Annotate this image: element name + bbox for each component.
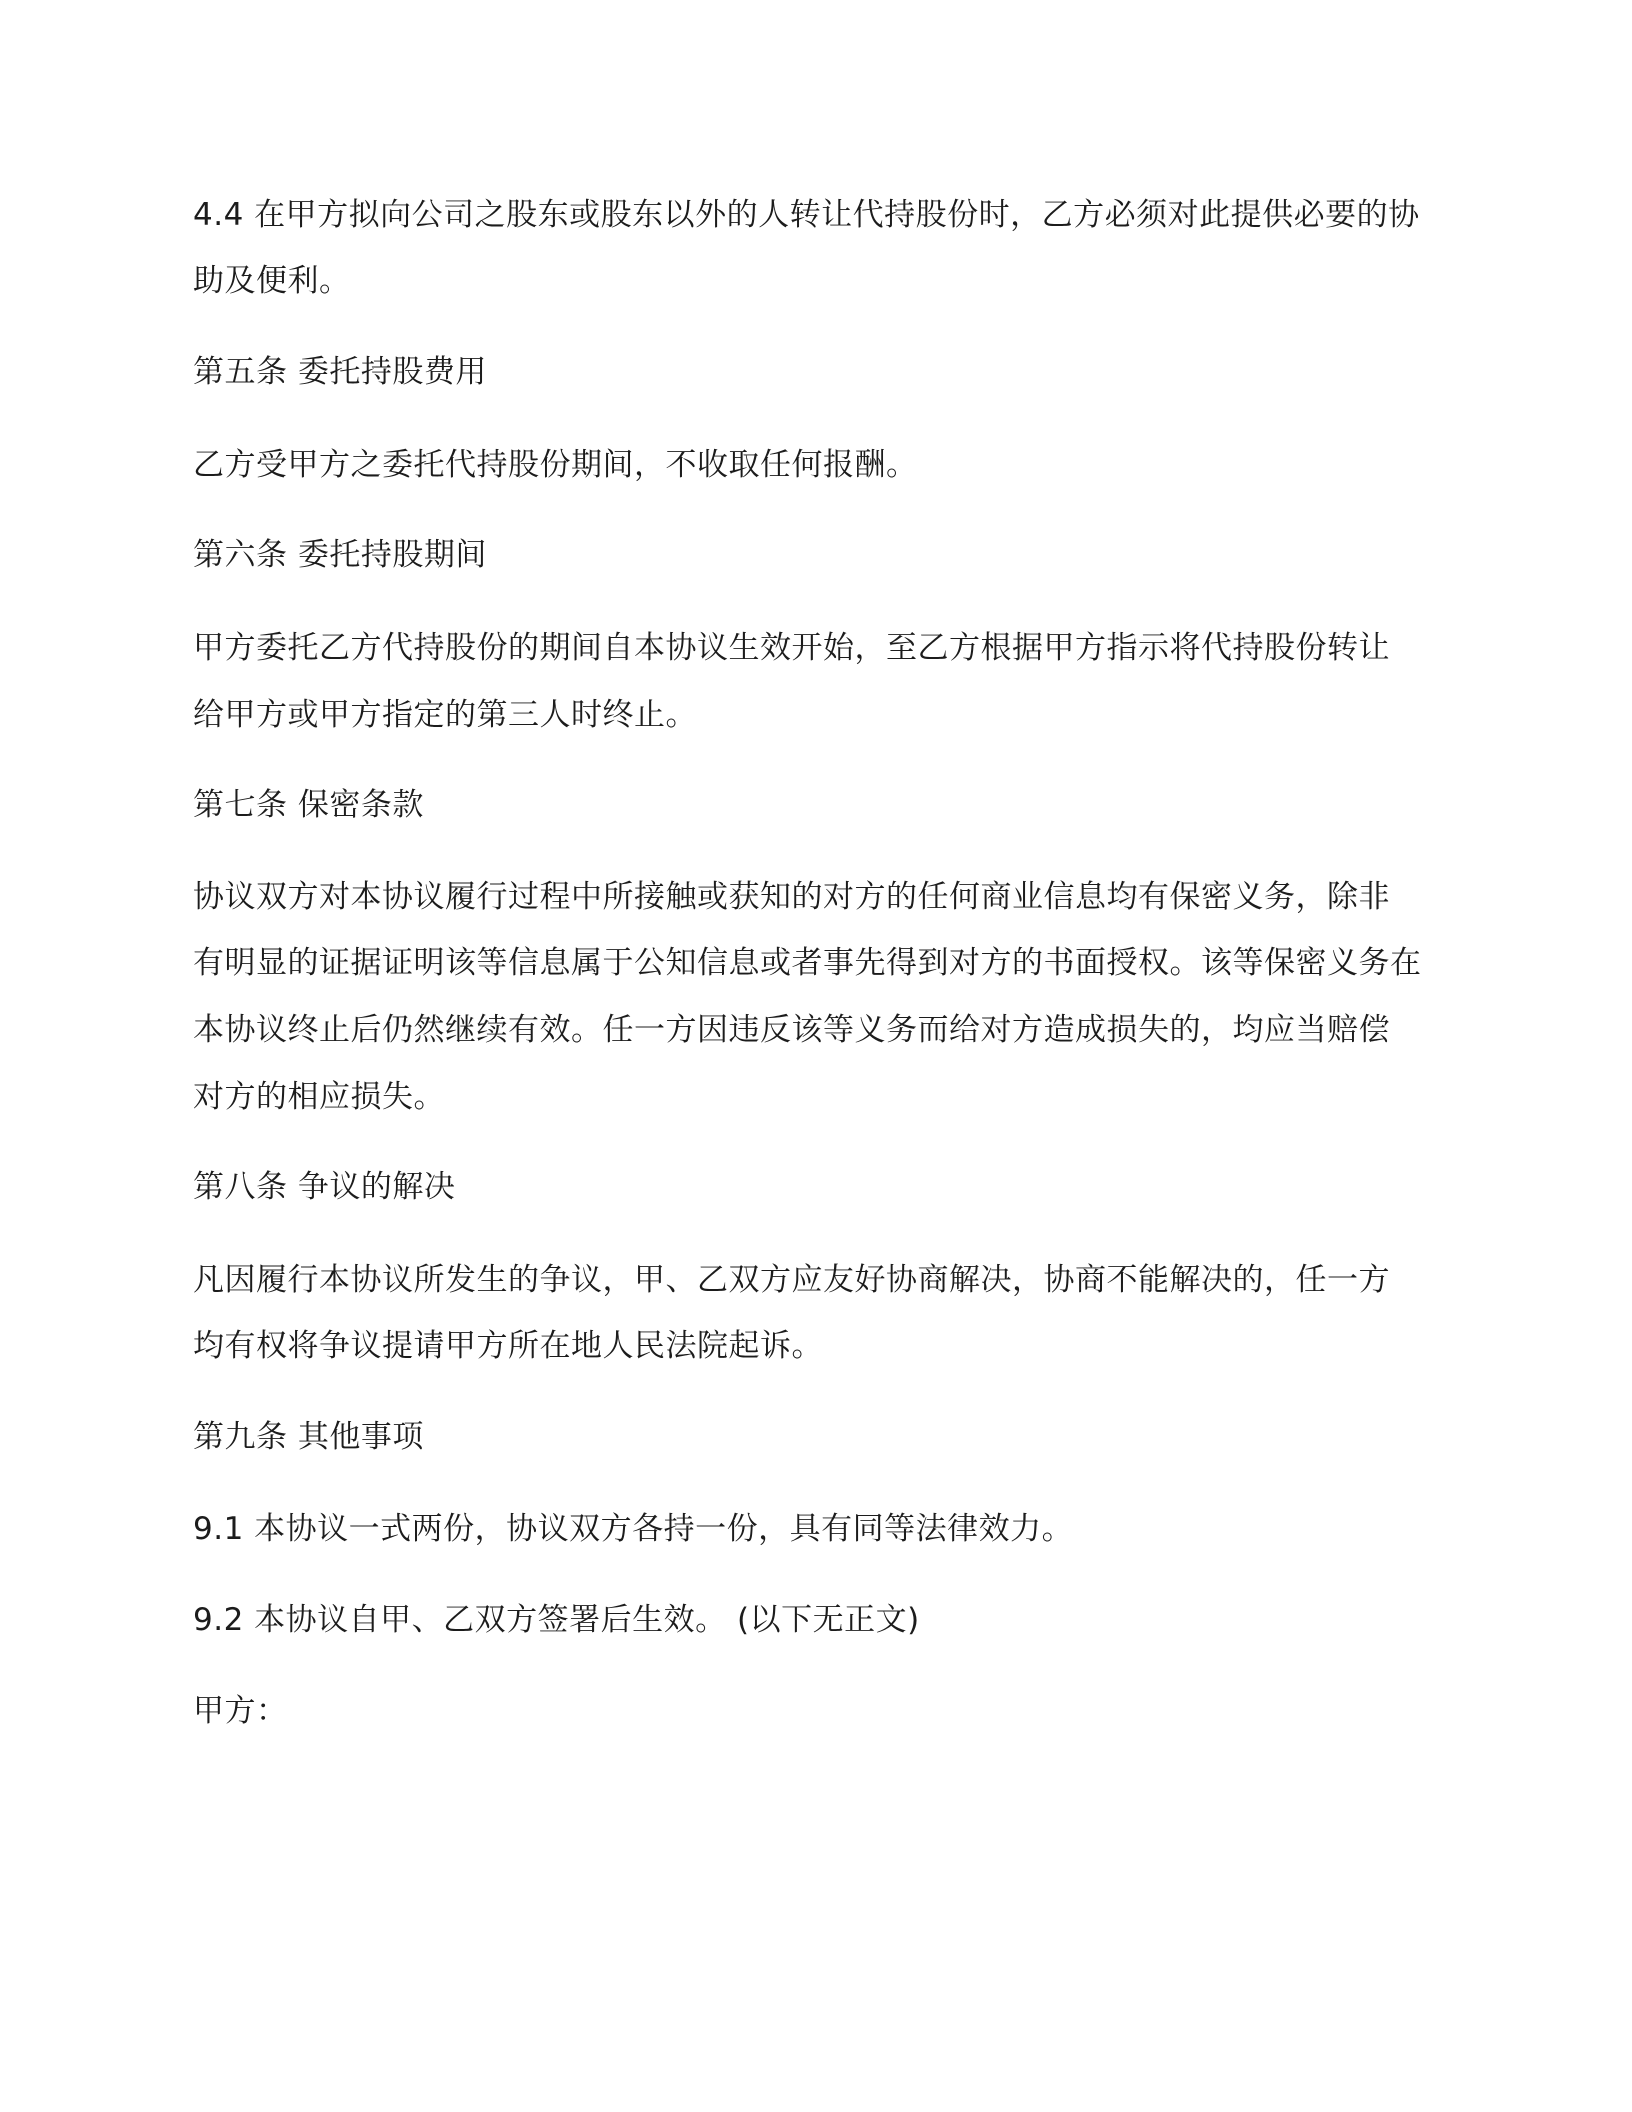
clause-4-4-line-2: 助及便利。 [193,263,351,299]
party-a-signature-label: 甲方： [193,1693,288,1729]
article-6-heading: 第六条 委托持股期间 [193,537,487,573]
article-7-line-4: 对方的相应损失。 [193,1079,445,1115]
article-8-line-2: 均有权将争议提请甲方所在地人民法院起诉。 [193,1328,823,1364]
clause-9-1: 9.1 本协议一式两份，协议双方各持一份，具有同等法律效力。 [193,1511,1074,1547]
clause-4-4-line-1: 4.4 在甲方拟向公司之股东或股东以外的人转让代持股份时，乙方必须对此提供必要的协 [193,197,1420,233]
article-7-heading: 第七条 保密条款 [193,787,424,823]
article-6-line-1: 甲方委托乙方代持股份的期间自本协议生效开始，至乙方根据甲方指示将代持股份转让 [193,630,1390,666]
clause-9-2: 9.2 本协议自甲、乙双方签署后生效。 (以下无正文) [193,1602,920,1638]
article-7-line-3: 本协议终止后仍然继续有效。任一方因违反该等义务而给对方造成损失的，均应当赔偿 [193,1012,1390,1048]
article-5-heading: 第五条 委托持股费用 [193,354,487,390]
article-5-body: 乙方受甲方之委托代持股份期间，不收取任何报酬。 [193,447,918,483]
article-9-heading: 第九条 其他事项 [193,1419,424,1455]
article-6-line-2: 给甲方或甲方指定的第三人时终止。 [193,697,697,733]
article-8-heading: 第八条 争议的解决 [193,1169,456,1205]
article-7-line-2: 有明显的证据证明该等信息属于公知信息或者事先得到对方的书面授权。该等保密义务在 [193,945,1422,981]
article-8-line-1: 凡因履行本协议所发生的争议，甲、乙双方应友好协商解决，协商不能解决的，任一方 [193,1262,1390,1298]
article-7-line-1: 协议双方对本协议履行过程中所接触或获知的对方的任何商业信息均有保密义务，除非 [193,879,1390,915]
